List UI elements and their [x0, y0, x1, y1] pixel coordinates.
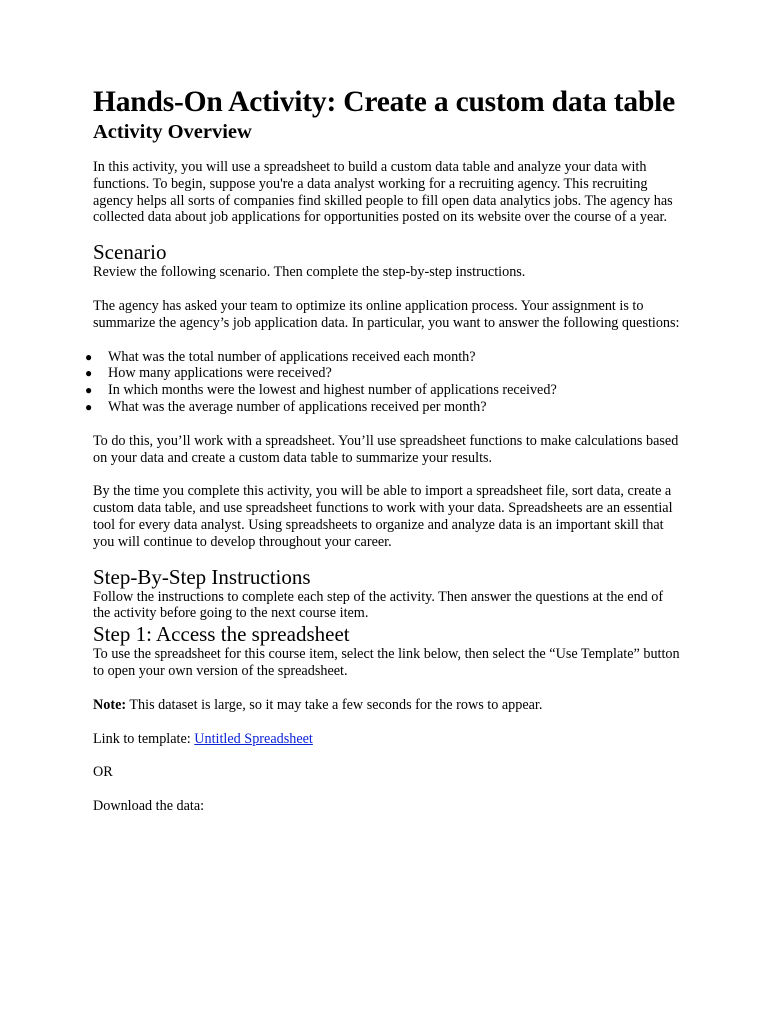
instructions-heading: Step-By-Step Instructions [93, 564, 311, 589]
bullet-icon: ● [85, 366, 93, 381]
scenario-assignment: The agency has asked your team to optimize its online application process. Your assignment is to summarize the agency’s job application data. In particular, you want to answer the following questions: [93, 297, 680, 331]
step1-paragraph: To use the spreadsheet for this course item, select the link below, then select the “Use Template” button to open your own version of the spreadsheet. [93, 646, 680, 679]
note-label: Note: [93, 696, 127, 713]
download-text: Download the data: [93, 798, 205, 815]
or-text: OR [93, 764, 113, 781]
bullet-icon: ● [85, 349, 93, 364]
activity-overview-heading: Activity Overview [93, 121, 252, 143]
document-title: Hands-On Activity: Create a custom data table [93, 86, 676, 118]
step1-heading: Step 1: Access the spreadsheet [93, 622, 350, 647]
bullet-icon: ● [85, 399, 93, 414]
list-item: ● What was the average number of applications received per month? [85, 398, 487, 415]
note-paragraph [93, 697, 683, 714]
overview-paragraph: In this activity, you will use a spreadsheet to build a custom data table and analyze your data with functions. To begin, suppose you're a data analyst working for a recruiting agency. This recruiting agency helps all sorts of companies find skilled people to fill open data analytics jobs. The agency has collected data about job applications for opportunities posted on its website over the course of a year. [93, 159, 673, 226]
note-text: This dataset is large, so it may take a few seconds for the rows to appear. [126, 696, 543, 713]
scenario-heading: Scenario [93, 240, 167, 265]
instructions-paragraph: Follow the instructions to complete each step of the activity. Then answer the questions at the end of the activity before going to the next course item. [93, 588, 664, 622]
scenario-intro: Review the following scenario. Then complete the step-by-step instructions. [93, 264, 526, 281]
document-content [85, 86, 683, 815]
scenario-todo: To do this, you’ll work with a spreadsheet. You’ll use spreadsheet functions to make calculations based on your data and create a custom data table to summarize your results. [93, 432, 679, 466]
scenario-outcome: By the time you complete this activity, you will be able to import a spreadsheet file, sort data, create a custom data table, and use spreadsheet functions to work with your data. Spreadsheets are an essential tool for every data analyst. Using spreadsheets to organize and analyze data is an important skill that you will continue to develop throughout your career. [93, 483, 673, 550]
questions-list [85, 348, 683, 416]
list-item: ● What was the total number of applications received each month? [85, 348, 476, 365]
list-item: ● How many applications were received? [85, 365, 332, 382]
bullet-icon: ● [85, 383, 93, 398]
list-item: ● In which months were the lowest and highest number of applications received? [85, 382, 557, 399]
template-link[interactable]: Untitled Spreadsheet [194, 730, 313, 747]
link-prefix: Link to template: [93, 730, 195, 747]
template-link-paragraph [93, 731, 683, 748]
